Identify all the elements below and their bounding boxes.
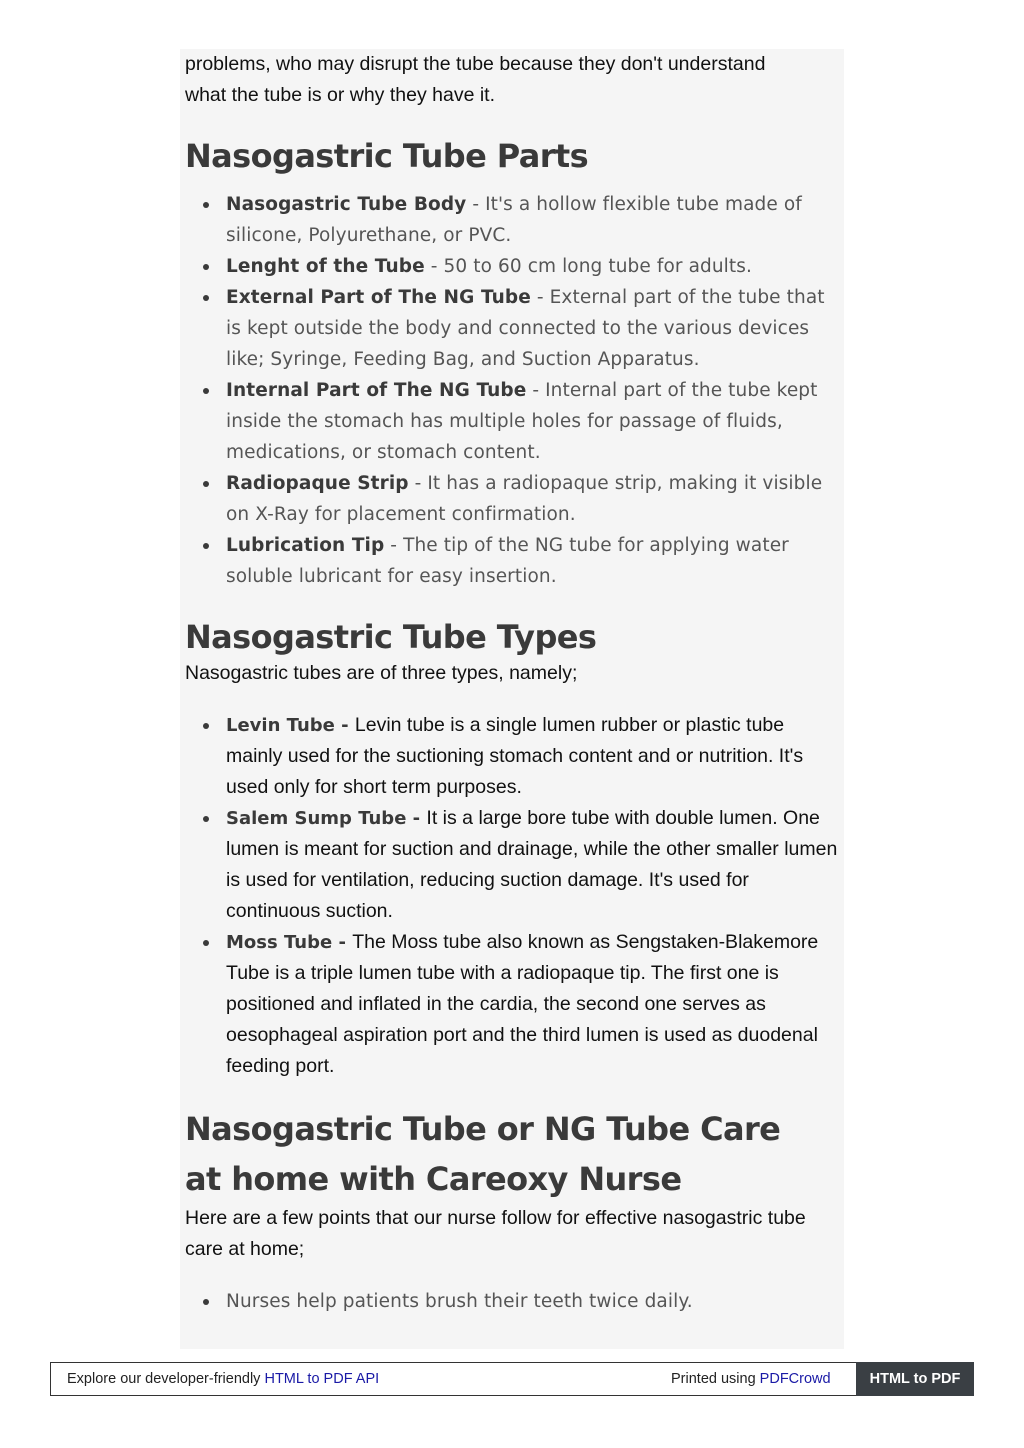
item-description: Levin tube is a single lumen rubber or plastic tube mainly used for the suctioning stomach content and or nutrition. It's used only for short term purposes. (226, 714, 804, 798)
list-item (226, 189, 838, 251)
html-to-pdf-button[interactable]: HTML to PDF (856, 1362, 974, 1396)
footer-printed-text: Printed using (671, 1371, 760, 1387)
item-term: External Part of The NG Tube (226, 287, 531, 308)
care-heading: Nasogastric Tube or NG Tube Care at home with Careoxy Nurse (185, 1110, 781, 1198)
list-item (226, 530, 838, 592)
list-item (226, 375, 838, 468)
list-item (226, 251, 838, 282)
list-item (226, 1286, 838, 1317)
care-list (185, 1286, 838, 1317)
item-term: Radiopaque Strip (226, 473, 409, 494)
item-description: - Internal part of the tube kept inside the stomach has multiple holes for passage of fluids, medications, or stomach content. (226, 380, 818, 463)
intro-paragraph (185, 49, 838, 111)
list-item (226, 803, 838, 927)
pdfcrowd-link[interactable]: PDFCrowd (759, 1371, 831, 1387)
footer-explore (67, 1371, 379, 1387)
list-item (226, 468, 838, 530)
item-term: Moss Tube - (226, 932, 353, 953)
footer-printed (671, 1371, 831, 1387)
item-description: - It's a hollow flexible tube made of silicone, Polyurethane, or PVC. (226, 194, 802, 246)
pdf-footer-bar (50, 1362, 974, 1396)
intro-line-2: what the tube is or why they have it. (185, 84, 496, 106)
parts-heading: Nasogastric Tube Parts (185, 137, 589, 175)
footer-explore-text: Explore our developer-friendly (67, 1371, 265, 1387)
item-term: Internal Part of The NG Tube (226, 380, 527, 401)
list-item (226, 927, 838, 1082)
item-term: Lenght of the Tube (226, 256, 425, 277)
html-to-pdf-api-link[interactable]: HTML to PDF API (264, 1371, 380, 1387)
item-description: - External part of the tube that is kept outside the body and connected to the various devices like; Syringe, Feeding Bag, and Suction Apparatus. (226, 287, 825, 370)
care-intro: Here are a few points that our nurse follow for effective nasogastric tube care at home; (185, 1207, 806, 1260)
article-content (180, 49, 844, 1349)
item-description: It is a large bore tube with double lumen. One lumen is meant for suction and drainage, while the other smaller lumen is used for ventilation, reducing suction damage. It's used for continuous suction. (226, 807, 838, 922)
item-description: - The tip of the NG tube for applying water soluble lubricant for easy insertion. (226, 535, 789, 587)
types-intro: Nasogastric tubes are of three types, namely; (185, 662, 578, 684)
item-term: Lubrication Tip (226, 535, 385, 556)
types-heading: Nasogastric Tube Types (185, 618, 597, 656)
item-term: Nasogastric Tube Body (226, 194, 467, 215)
item-term: Levin Tube - (226, 715, 355, 736)
list-item (226, 282, 838, 375)
list-item (226, 710, 838, 803)
item-description: The Moss tube also known as Sengstaken-Blakemore Tube is a triple lumen tube with a radiopaque tip. The first one is positioned and inflated in the cardia, the second one serves as oesophageal aspiration port and the third lumen is used as duodenal feeding port. (226, 931, 819, 1077)
item-term: Salem Sump Tube - (226, 808, 427, 829)
parts-list (185, 189, 838, 592)
item-description: - It has a radiopaque strip, making it visible on X-Ray for placement confirmation. (226, 473, 823, 525)
types-list (185, 710, 838, 1082)
intro-line-1: problems, who may disrupt the tube because they don't understand (185, 53, 766, 75)
item-description: - 50 to 60 cm long tube for adults. (424, 256, 752, 277)
item-description: Nurses help patients brush their teeth twice daily. (226, 1291, 693, 1312)
